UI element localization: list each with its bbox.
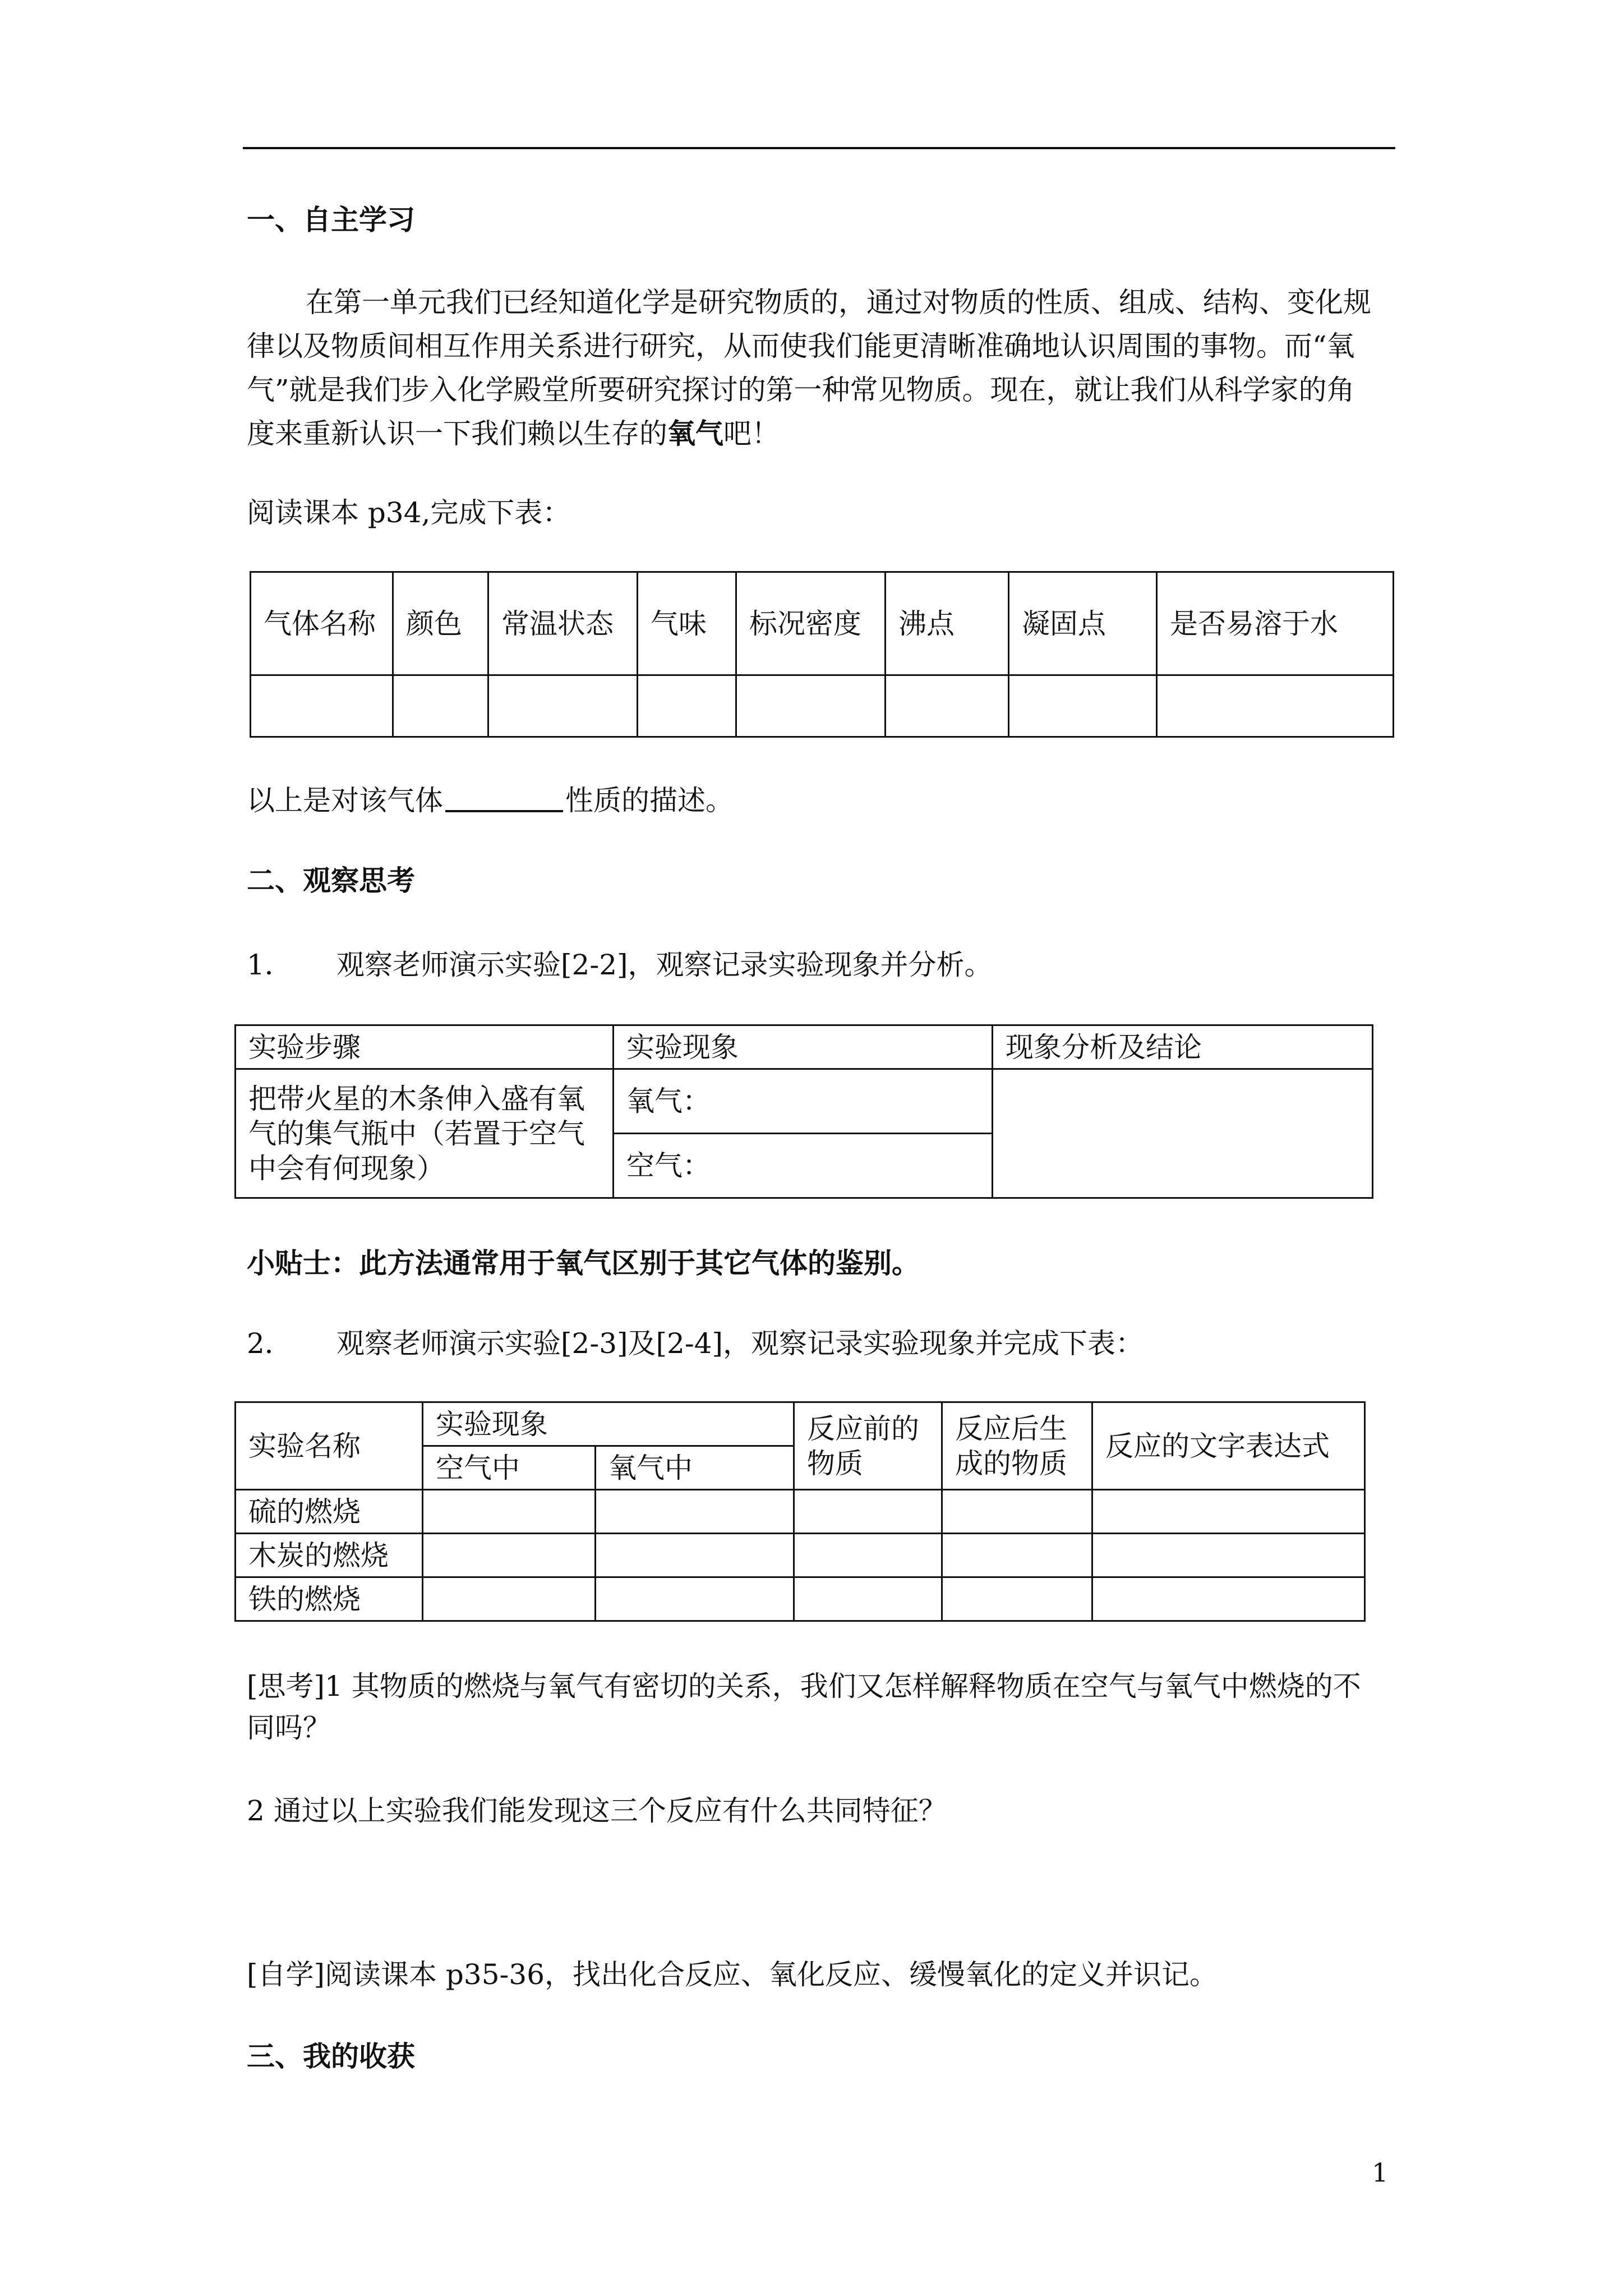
combustion-table xyxy=(234,1401,1366,1622)
table3-answer-cell[interactable] xyxy=(423,1534,596,1577)
table1-header-row xyxy=(251,572,1394,675)
intro-bold-oxygen: 氧气 xyxy=(667,417,723,450)
table3-answer-cell[interactable] xyxy=(596,1490,794,1534)
table3-oxygen-header: 氧气中 xyxy=(596,1446,794,1490)
table2-header-cell: 实验步骤 xyxy=(236,1025,614,1069)
table1-answer-cell[interactable] xyxy=(886,675,1009,737)
table3-expression-header: 反应的文字表达式 xyxy=(1092,1402,1365,1490)
think-question-2: 2 通过以上实验我们能发现这三个反应有什么共同特征？ xyxy=(247,1795,947,1827)
table3-answer-cell[interactable] xyxy=(423,1577,596,1621)
table2-header-cell: 实验现象 xyxy=(614,1025,993,1069)
fill-before: 以上是对该气体 xyxy=(247,784,443,817)
table2-header-cell: 现象分析及结论 xyxy=(993,1025,1373,1069)
intro-line-2: 律以及物质间相互作用关系进行研究，从而使我们能更清晰准确地认识周围的事物。而“氧 xyxy=(247,330,1355,362)
self-study-instruction: [自学]阅读课本 p35-36，找出化合反应、氧化反应、缓慢氧化的定义并识记。 xyxy=(247,1958,1218,1991)
table1-answer-row xyxy=(251,675,1394,737)
fill-blank-sentence xyxy=(247,783,734,817)
table2-oxygen-cell[interactable]: 氧气： xyxy=(614,1069,993,1134)
table1-header-cell: 颜色 xyxy=(393,572,488,675)
table3-header-row xyxy=(236,1402,1365,1446)
table1-answer-cell[interactable] xyxy=(638,675,736,737)
table1-header-cell: 是否易溶于水 xyxy=(1157,572,1394,675)
table1-header-cell: 沸点 xyxy=(886,572,1009,675)
table1-answer-cell[interactable] xyxy=(736,675,886,737)
header-rule xyxy=(243,147,1395,149)
table3-answer-cell[interactable] xyxy=(1092,1490,1365,1534)
item1-text: 观察老师演示实验[2-2]，观察记录实验现象并分析。 xyxy=(336,949,993,981)
intro-line-1: 在第一单元我们已经知道化学是研究物质的，通过对物质的性质、组成、结构、变化规 xyxy=(306,286,1371,319)
table1-answer-cell[interactable] xyxy=(1157,675,1394,737)
table2-header-row xyxy=(236,1025,1373,1069)
table3-air-header: 空气中 xyxy=(423,1446,596,1490)
table3-answer-cell[interactable] xyxy=(794,1577,942,1621)
fill-blank[interactable] xyxy=(445,783,563,812)
experiment-2-2-table xyxy=(234,1024,1373,1199)
table3-row-label: 硫的燃烧 xyxy=(236,1490,423,1534)
table1-header-cell: 气味 xyxy=(638,572,736,675)
fill-after: 性质的描述。 xyxy=(565,784,734,817)
intro-line-3: 气”就是我们步入化学殿堂所要研究探讨的第一种常见物质。现在，就让我们从科学家的角 xyxy=(247,374,1355,406)
table3-answer-cell[interactable] xyxy=(942,1490,1092,1534)
table3-answer-cell[interactable] xyxy=(1092,1534,1365,1577)
table1-header-cell: 气体名称 xyxy=(251,572,393,675)
table1-answer-cell[interactable] xyxy=(393,675,488,737)
table3-answer-cell[interactable] xyxy=(1092,1577,1365,1621)
table2-row xyxy=(236,1069,1373,1134)
table3-phenomenon-header: 实验现象 xyxy=(423,1402,794,1446)
item2 xyxy=(247,1327,1144,1360)
table3-answer-cell[interactable] xyxy=(596,1577,794,1621)
table1-answer-cell[interactable] xyxy=(488,675,638,737)
table3-row xyxy=(236,1577,1365,1621)
table3-product-header: 反应后生成的物质 xyxy=(942,1402,1092,1490)
item2-number: 2． xyxy=(247,1327,293,1360)
intro-line-4-text: 度来重新认识一下我们赖以生存的 xyxy=(247,417,667,450)
intro-end: 吧！ xyxy=(723,417,780,450)
table1-header-cell: 标况密度 xyxy=(736,572,886,675)
table3-answer-cell[interactable] xyxy=(942,1577,1092,1621)
table3-answer-cell[interactable] xyxy=(794,1490,942,1534)
table2-air-cell[interactable]: 空气： xyxy=(614,1134,993,1198)
intro-paragraph xyxy=(247,280,1396,455)
section2-title: 二、观察思考 xyxy=(247,864,415,897)
table3-answer-cell[interactable] xyxy=(596,1534,794,1577)
table1-header-cell: 凝固点 xyxy=(1009,572,1157,675)
think-question-1-line-1: [思考]1 其物质的燃烧与氧气有密切的关系，我们又怎样解释物质在空气与氧气中燃烧的不 xyxy=(247,1670,1361,1703)
think-question-1-line-2: 同吗？ xyxy=(247,1711,331,1744)
table1-header-cell: 常温状态 xyxy=(488,572,638,675)
tip-note: 小贴士：此方法通常用于氧气区别于其它气体的鉴别。 xyxy=(247,1247,920,1280)
table3-row xyxy=(236,1490,1365,1534)
intro-line-4 xyxy=(247,412,1396,455)
table3-answer-cell[interactable] xyxy=(942,1534,1092,1577)
table1-answer-cell[interactable] xyxy=(251,675,393,737)
section1-title: 一、自主学习 xyxy=(247,204,415,236)
gas-properties-table xyxy=(250,571,1394,738)
table3-reactant-header: 反应前的物质 xyxy=(794,1402,942,1490)
item2-text: 观察老师演示实验[2-3]及[2-4]，观察记录实验现象并完成下表： xyxy=(336,1327,1144,1360)
table1-answer-cell[interactable] xyxy=(1009,675,1157,737)
item1 xyxy=(247,948,993,982)
table3-row-label: 铁的燃烧 xyxy=(236,1577,423,1621)
section3-title: 三、我的收获 xyxy=(247,2040,415,2073)
item1-number: 1． xyxy=(247,949,293,981)
table3-row-label: 木炭的燃烧 xyxy=(236,1534,423,1577)
page-number: 1 xyxy=(1372,2157,1389,2188)
table3-answer-cell[interactable] xyxy=(794,1534,942,1577)
table3-row xyxy=(236,1534,1365,1577)
table2-step-cell: 把带火星的木条伸入盛有氧气的集气瓶中（若置于空气中会有何现象） xyxy=(236,1069,614,1198)
table3-answer-cell[interactable] xyxy=(423,1490,596,1534)
table2-conclusion-cell[interactable] xyxy=(993,1069,1373,1198)
reading-instruction: 阅读课本 p34,完成下表： xyxy=(247,496,571,529)
table3-name-header: 实验名称 xyxy=(236,1402,423,1490)
